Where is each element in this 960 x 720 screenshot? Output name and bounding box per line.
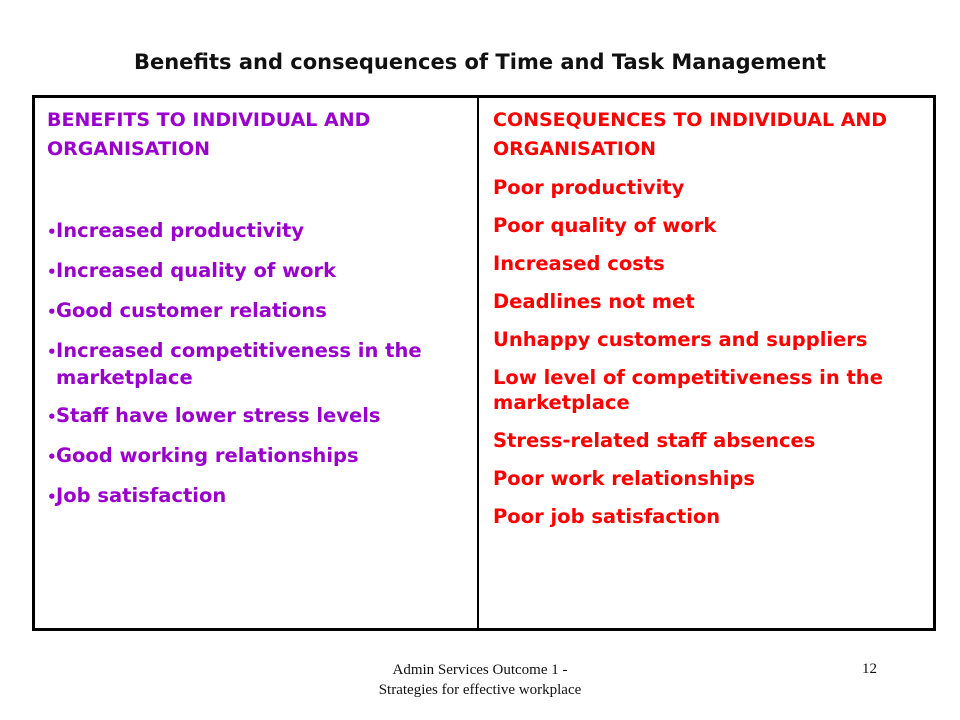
consequences-heading: CONSEQUENCES TO INDIVIDUAL AND ORGANISATION [493,109,888,160]
list-item: Stress-related staff absences [493,429,816,452]
list-item: Poor quality of work [493,214,717,237]
slide-footer [330,660,630,700]
bullet-icon: • [47,303,57,321]
list-item: Poor work relationships [493,467,755,490]
comparison-table [32,95,936,631]
bullet-icon: • [47,263,57,281]
list-item: Poor job satisfaction [493,505,721,528]
consequences-column [479,98,933,628]
list-item: •Staff have lower stress levels [47,403,465,430]
consequences-list [493,175,921,529]
list-item: Unhappy customers and suppliers [493,328,868,351]
list-item: Poor productivity [493,176,685,199]
bullet-icon: • [47,408,57,426]
bullet-icon: • [47,343,57,361]
list-item: •Good customer relations [47,298,465,325]
list-item: •Increased quality of work [47,258,465,285]
list-item: Increased costs [493,252,665,275]
bullet-icon: • [47,488,57,506]
page-number: 12 [862,661,877,677]
list-item: •Increased productivity [47,218,465,245]
list-item: •Increased competitiveness in the marketplace [47,339,422,389]
bullet-icon: • [47,448,57,466]
benefits-column [35,98,479,628]
benefits-list [47,218,465,510]
list-item: •Good working relationships [47,443,465,470]
list-item: •Job satisfaction [47,483,465,510]
slide-title: Benefits and consequences of Time and Task Management [133,50,826,74]
list-item: Low level of competitiveness in the marketplace [493,366,883,414]
benefits-heading: BENEFITS TO INDIVIDUAL AND ORGANISATION [47,109,371,160]
list-item: Deadlines not met [493,290,695,313]
bullet-icon: • [47,223,57,241]
footer-line-2: Strategies for effective workplace [378,682,582,698]
footer-line-1: Admin Services Outcome 1 - [392,662,568,678]
